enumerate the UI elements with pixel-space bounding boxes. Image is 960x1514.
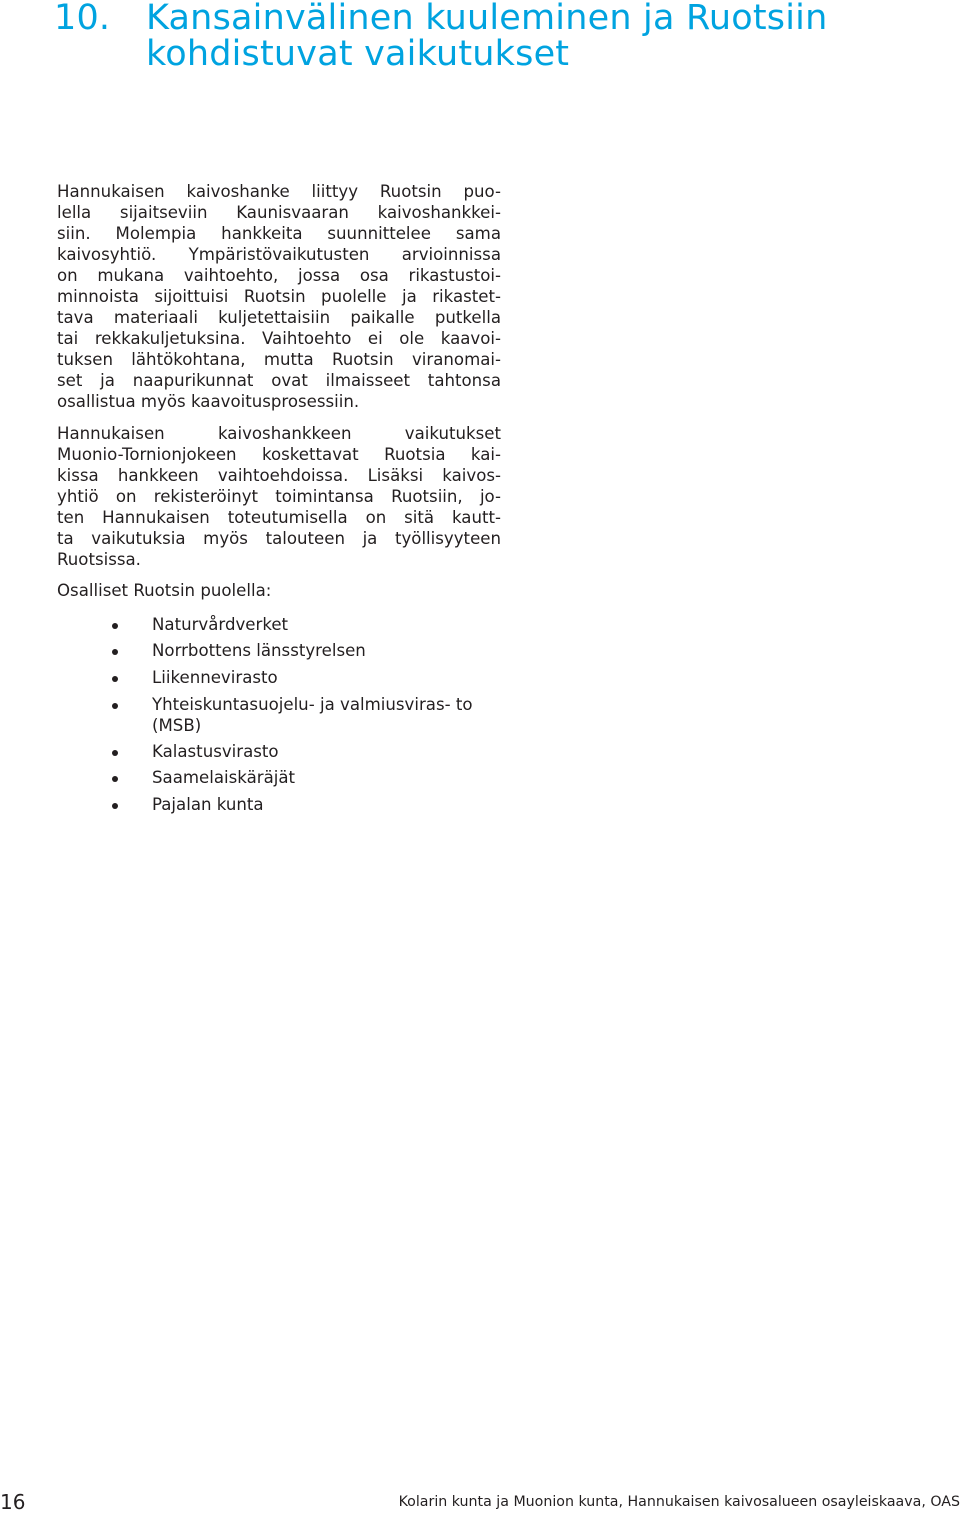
section-title-line-1: Kansainvälinen kuuleminen ja Ruotsiin <box>146 0 828 38</box>
list-item-label: Saamelaiskäräjät <box>152 768 296 787</box>
paragraph-line: lella sijaitseviin Kaunisvaaran kaivoshankkei- <box>57 203 501 222</box>
paragraph-line: yhtiö on rekisteröinyt toimintansa Ruotsiin, jo- <box>57 487 501 506</box>
paragraph-line: siin. Molempia hankkeita suunnittelee sama <box>57 224 501 243</box>
list-item-label: Naturvårdverket <box>152 615 289 634</box>
paragraph-line: kaivosyhtiö. Ympäristövaikutusten arvioinnissa <box>57 245 501 264</box>
bullet-icon <box>112 776 118 782</box>
paragraph-line: tava materiaali kuljetettaisiin paikalle putkella <box>57 308 501 327</box>
bullet-icon <box>112 676 118 682</box>
paragraph-line: set ja naapurikunnat ovat ilmaisseet tahtonsa <box>57 371 501 390</box>
paragraph-line: Hannukaisen kaivoshanke liittyy Ruotsin puo- <box>57 182 501 201</box>
paragraph-swedish-mining-link <box>57 181 501 412</box>
paragraph-impacts-on-sweden <box>57 423 501 570</box>
paragraph-line: kissa hankkeen vaihtoehdoissa. Lisäksi kaivos- <box>57 466 501 485</box>
paragraph-line: minnoista sijoittuisi Ruotsin puolelle ja rikastet- <box>57 287 501 306</box>
list-item-label: Liikennevirasto <box>152 668 278 687</box>
section-title-line-2: kohdistuvat vaikutukset <box>146 34 570 74</box>
list-item-label: Yhteiskuntasuojelu- ja valmiusviras- to (MSB) <box>152 695 473 735</box>
paragraph-line: on mukana vaihtoehto, jossa osa rikastustoi- <box>57 266 501 285</box>
footer-text: Kolarin kunta ja Muonion kunta, Hannukaisen kaivosalueen osayleiskaava, OAS <box>398 1494 960 1510</box>
paragraph-line: ten Hannukaisen toteutumisella on sitä kautt- <box>57 508 501 527</box>
list-intro: Osalliset Ruotsin puolella: <box>57 581 272 600</box>
bullet-icon <box>112 803 118 809</box>
bullet-icon <box>112 750 118 756</box>
paragraph-line: tuksen lähtökohtana, mutta Ruotsin viranomai- <box>57 350 501 369</box>
page-number: 16 <box>0 1490 26 1514</box>
paragraph-line: Hannukaisen kaivoshankkeen vaikutukset <box>57 424 501 443</box>
list-item-label: Norrbottens länsstyrelsen <box>152 641 366 660</box>
bullet-icon <box>112 649 118 655</box>
paragraph-line: tai rekkakuljetuksina. Vaihtoehto ei ole kaavoi- <box>57 329 501 348</box>
paragraph-line: osallistua myös kaavoitusprosessiin. <box>57 392 360 411</box>
paragraph-line: Ruotsissa. <box>57 550 141 569</box>
paragraph-line: Muonio-Tornionjokeen koskettavat Ruotsia kai- <box>57 445 501 464</box>
list-item-label: Pajalan kunta <box>152 795 264 814</box>
bullet-icon <box>112 623 118 629</box>
paragraph-line: ta vaikutuksia myös talouteen ja työllisyyteen <box>57 529 501 548</box>
bullet-icon <box>112 703 118 709</box>
section-number: 10. <box>54 0 111 38</box>
list-item-label: Kalastusvirasto <box>152 742 279 761</box>
